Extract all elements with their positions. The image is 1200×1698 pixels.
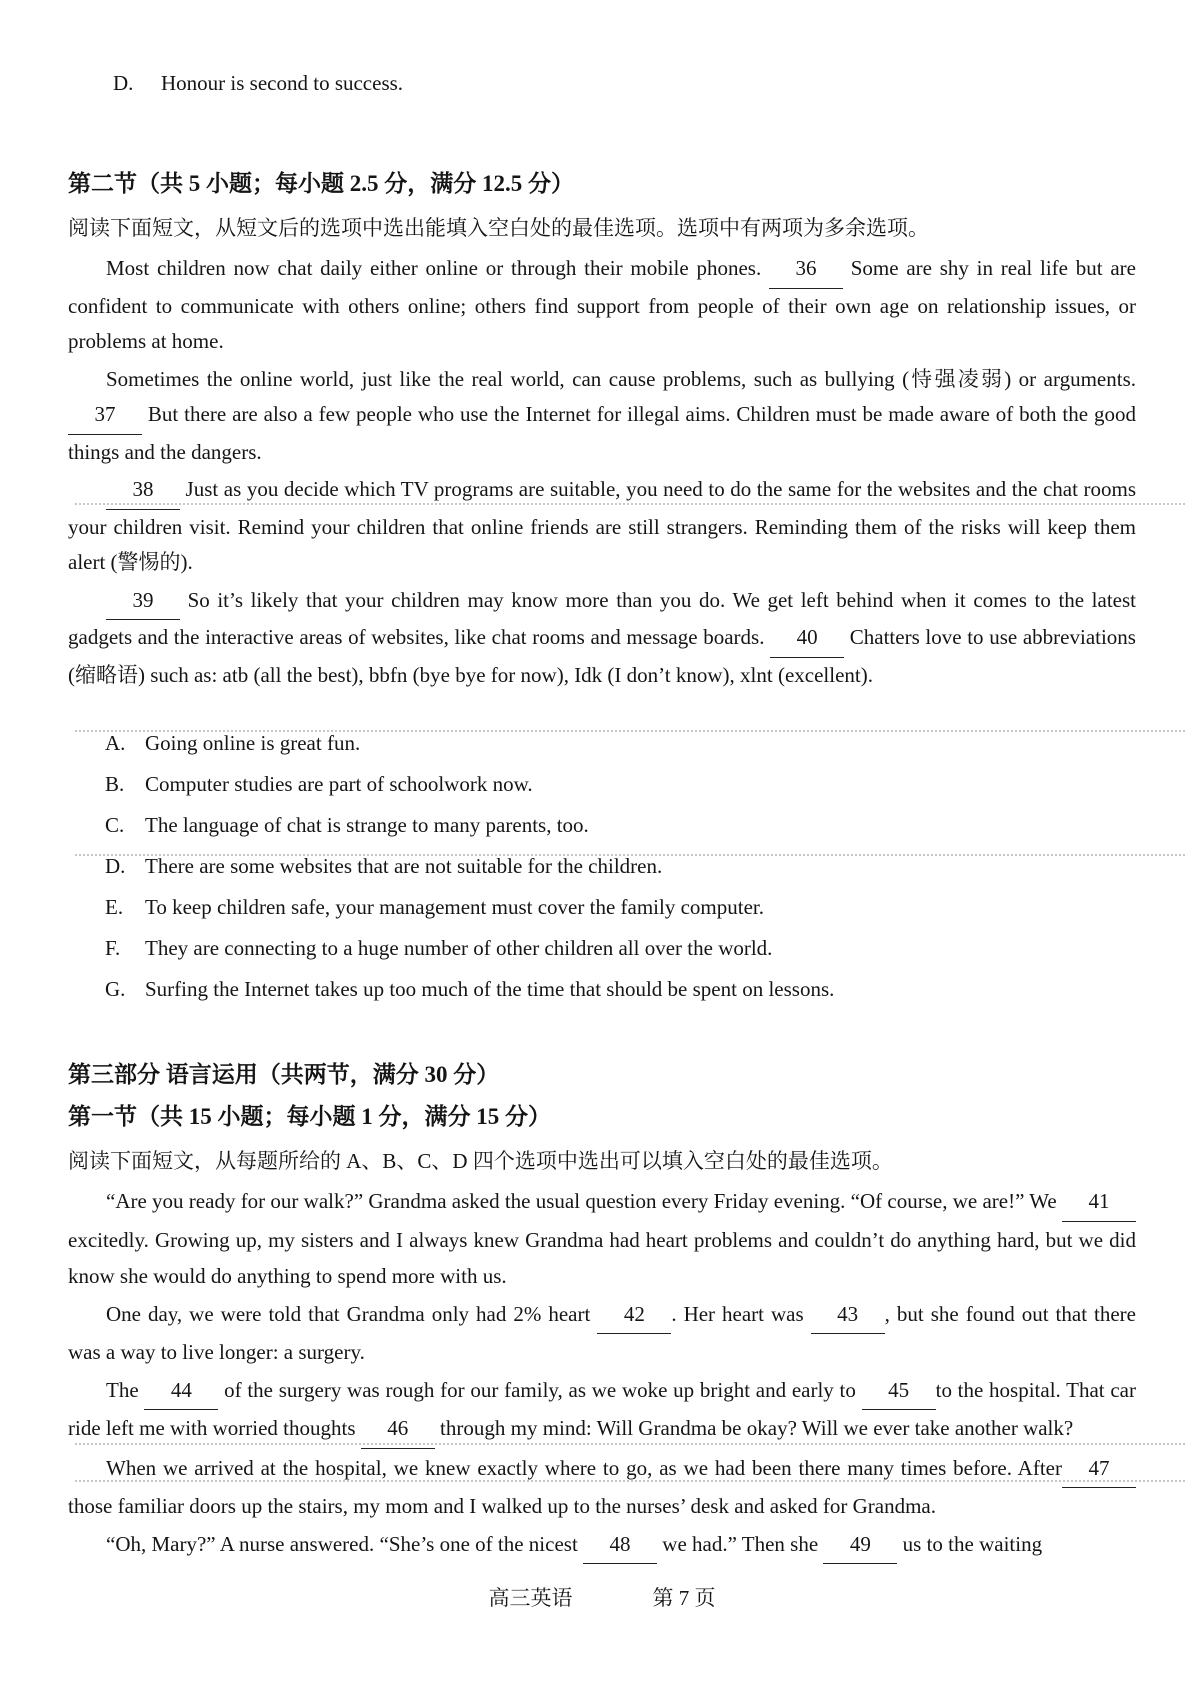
gap-blank-41: 41 (1062, 1183, 1136, 1222)
option-item-a (68, 723, 1136, 764)
option-text: Going online is great fun. (145, 731, 361, 755)
option-item-c (68, 805, 1136, 846)
passage-paragraph: 38 Just as you decide which TV programs are suitable, you need to do the same for the websites and the chat rooms your children visit. Remind your children that online friends are still strangers. Reminding them of the risks will keep them alert (警惕的). (68, 472, 1136, 581)
option-item-b (68, 764, 1136, 805)
option-item-d (68, 846, 1136, 887)
option-text: Honour is second to success. (161, 71, 404, 95)
passage-paragraph: When we arrived at the hospital, we knew exactly where to go, as we had been there many times before. After 47 those familiar doors up the stairs, my mom and I walked up to the nurses’ desk and asked for Grandma. (68, 1450, 1136, 1525)
option-label: G. (105, 977, 126, 1001)
option-label: F. (105, 936, 121, 960)
cloze-passage (68, 1183, 1136, 1564)
option-text: The language of chat is strange to many parents, too. (145, 813, 589, 837)
footer-course-title: 高三英语 (488, 1586, 573, 1610)
section2-instruction: 阅读下面短文，从短文后的选项中选出能填入空白处的最佳选项。选项中有两项为多余选项。 (68, 216, 929, 240)
gap-blank-37: 37 (68, 397, 142, 435)
section2-heading: 第二节（共 5 小题；每小题 2.5 分，满分 12.5 分） (68, 171, 574, 196)
option-item-e (68, 887, 1136, 928)
footer-page-number: 第 7 页 (652, 1586, 716, 1610)
gap-blank-36: 36 (769, 251, 843, 289)
option-item-g (68, 969, 1136, 1010)
gap-blank-42: 42 (597, 1296, 671, 1335)
passage-paragraph: Sometimes the online world, just like the real world, can cause problems, such as bullying (恃强凌弱) or arguments. 37 But there are also a few people who use the Internet for illegal aims. Children must be made aware of both the good things and the dangers. (68, 366, 1136, 464)
passage-paragraph: Most children now chat daily either online or through their mobile phones. 36 Some are shy in real life but are confident to communicate with others online; others find support from people of their own age on relationship issues, or problems at home. (68, 251, 1136, 360)
passage-paragraph: 39 So it’s likely that your children may know more than you do. We get left behind when it comes to the latest gadgets and the interactive areas of websites, like chat rooms and message boards. 40 Chatters love to use abbreviations (缩略语) such as: atb (all the best), bbfn (bye bye for now), Idk (I don’t know), xlnt (excellent). (68, 583, 1136, 694)
gap-blank-38: 38 (106, 472, 180, 510)
option-item-f (68, 928, 1136, 969)
option-item-d-previous (68, 0, 1136, 102)
passage-paragraph: One day, we were told that Grandma only had 2% heart 42 . Her heart was 43 , but she found out that there was a way to live longer: a surgery. (68, 1296, 1136, 1371)
gap-blank-40: 40 (770, 620, 844, 658)
part3-section1-heading: 第一节（共 15 小题；每小题 1 分，满分 15 分） (68, 1104, 551, 1129)
page-footer (68, 1580, 1136, 1616)
gap-blank-49: 49 (823, 1526, 897, 1565)
gap-blank-47: 47 (1062, 1450, 1136, 1489)
passage-paragraph: “Oh, Mary?” A nurse answered. “She’s one of the nicest 48 we had.” Then she 49 us to the waiting (68, 1526, 1136, 1565)
option-text: They are connecting to a huge number of other children all over the world. (145, 936, 773, 960)
options-list (68, 723, 1136, 1010)
gap-blank-48: 48 (583, 1526, 657, 1565)
gap-blank-46: 46 (361, 1410, 435, 1449)
option-text: Surfing the Internet takes up too much of the time that should be spent on lessons. (145, 977, 835, 1001)
option-text: There are some websites that are not suitable for the children. (145, 854, 663, 878)
gap-blank-43: 43 (811, 1296, 885, 1335)
part3-heading: 第三部分 语言运用（共两节，满分 30 分） (68, 1062, 500, 1087)
option-text: Computer studies are part of schoolwork now. (145, 772, 533, 796)
gap-blank-45: 45 (862, 1372, 936, 1411)
passage-paragraph: The 44 of the surgery was rough for our family, as we woke up bright and early to 45 to the hospital. That car ride left me with worried thoughts 46 through my mind: Will Grandma be okay? Will we ever take another walk? (68, 1372, 1136, 1449)
part3-instruction: 阅读下面短文，从每题所给的 A、B、C、D 四个选项中选出可以填入空白处的最佳选项。 (68, 1149, 893, 1173)
gap-blank-44: 44 (144, 1372, 218, 1411)
gap-blank-39: 39 (106, 583, 180, 621)
passage-paragraph: “Are you ready for our walk?” Grandma asked the usual question every Friday evening. “Of course, we are!” We 41 excitedly. Growing up, my sisters and I always knew Grandma had heart problems and couldn’t do anything hard, but we did know she would do anything to spend more with us. (68, 1183, 1136, 1295)
option-label: D. (105, 854, 126, 878)
option-label: C. (105, 813, 125, 837)
option-label: A. (105, 731, 126, 755)
option-label: E. (105, 895, 124, 919)
option-label: B. (105, 772, 125, 796)
gap-fill-passage (68, 251, 1136, 693)
option-text: To keep children safe, your management must cover the family computer. (145, 895, 764, 919)
option-label: D. (113, 71, 134, 95)
